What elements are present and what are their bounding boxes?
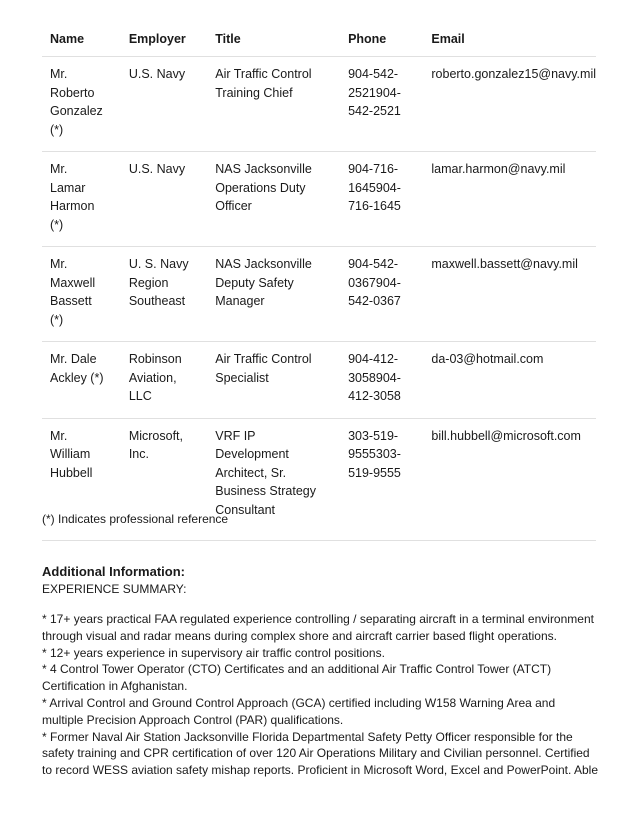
additional-info-heading: Additional Information: bbox=[42, 564, 185, 579]
cell-line: Lamar bbox=[50, 180, 86, 195]
cell-line: (*) bbox=[50, 122, 64, 137]
cell-phone bbox=[340, 342, 423, 419]
table-row bbox=[42, 342, 596, 419]
cell-line: Inc. bbox=[128, 447, 149, 461]
cell-line: 3058904- bbox=[348, 370, 401, 385]
cell-phone bbox=[340, 152, 423, 247]
cell-line: Bassett bbox=[50, 294, 92, 308]
cell-line: 1645904- bbox=[348, 180, 401, 195]
cell-line: Roberto bbox=[50, 85, 95, 100]
cell-phone bbox=[340, 247, 423, 342]
summary-line: * 4 Control Tower Operator (CTO) Certificates and an additional Air Traffic Control Tower (ATCT) bbox=[42, 662, 552, 677]
cell-line: Business Strategy bbox=[215, 484, 316, 498]
cell-line: 904-716- bbox=[348, 162, 399, 176]
cell-name bbox=[42, 342, 121, 419]
summary-line: Certification in Afghanistan. bbox=[42, 679, 188, 694]
cell-line: (*) bbox=[50, 217, 64, 232]
cell-line: VRF IP bbox=[215, 428, 256, 443]
table-header-row bbox=[42, 26, 596, 57]
summary-line: * 17+ years practical FAA regulated experience controlling / separating aircraft in a terminal environment bbox=[42, 612, 594, 626]
cell-line: 0367904- bbox=[348, 275, 401, 290]
cell-line: Operations Duty bbox=[215, 180, 306, 195]
cell-email: lamar.harmon@navy.mil bbox=[423, 152, 596, 247]
cell-line: Gonzalez bbox=[50, 104, 103, 118]
table-row bbox=[42, 247, 596, 342]
cell-line: (*) bbox=[50, 312, 64, 327]
cell-line: Manager bbox=[215, 294, 265, 308]
cell-line: Robinson bbox=[128, 352, 182, 366]
cell-title bbox=[207, 342, 340, 419]
cell-line: 9555303- bbox=[348, 447, 401, 461]
cell-line: 519-9555 bbox=[348, 465, 401, 480]
cell-line: Officer bbox=[215, 199, 252, 213]
summary-line: * Former Naval Air Station Jacksonville Florida Departmental Safety Petty Officer responsible for the bbox=[42, 729, 573, 744]
cell-line: Region bbox=[128, 275, 169, 290]
cell-employer bbox=[121, 152, 207, 247]
cell-line: U.S. Navy bbox=[128, 67, 186, 81]
header-email: Email bbox=[423, 26, 596, 57]
summary-line: through visual and radar means during complex shore and aircraft carrier based flight operations. bbox=[42, 628, 557, 643]
cell-title bbox=[207, 247, 340, 342]
cell-line: 716-1645 bbox=[348, 199, 401, 213]
cell-line: Air Traffic Control bbox=[215, 352, 312, 366]
cell-employer bbox=[121, 57, 207, 152]
cell-line: Mr. bbox=[50, 257, 68, 271]
cell-line: Deputy Safety bbox=[215, 275, 294, 290]
cell-line: Microsoft, bbox=[128, 428, 184, 443]
cell-line: Mr. bbox=[50, 67, 68, 81]
cell-line: Hubbell bbox=[50, 465, 93, 480]
cell-line: NAS Jacksonville bbox=[215, 257, 312, 271]
cell-line: Consultant bbox=[215, 502, 275, 517]
experience-summary bbox=[42, 611, 602, 779]
reference-note: (*) Indicates professional reference bbox=[42, 512, 596, 541]
summary-line: safety training and CPR certification of over 120 Air Operations Military and Civilian personnel. Certified bbox=[42, 746, 590, 761]
experience-summary-heading: EXPERIENCE SUMMARY: bbox=[42, 582, 187, 596]
cell-line: Southeast bbox=[128, 294, 186, 308]
header-phone: Phone bbox=[340, 26, 423, 57]
cell-name bbox=[42, 57, 121, 152]
cell-phone bbox=[340, 57, 423, 152]
cell-line: 2521904- bbox=[348, 85, 401, 100]
cell-email: da-03@hotmail.com bbox=[423, 342, 596, 419]
cell-line: Training Chief bbox=[215, 85, 293, 100]
cell-title bbox=[207, 57, 340, 152]
cell-line: LLC bbox=[128, 389, 152, 403]
cell-line: William bbox=[50, 447, 91, 461]
cell-line: U. S. Navy bbox=[128, 257, 189, 271]
references-table bbox=[42, 26, 596, 531]
cell-line: 904-542- bbox=[348, 67, 399, 81]
cell-line: Air Traffic Control bbox=[215, 67, 312, 81]
cell-employer bbox=[121, 247, 207, 342]
cell-name bbox=[42, 152, 121, 247]
summary-line: * Arrival Control and Ground Control Approach (GCA) certified including W158 Warning Area and bbox=[42, 695, 556, 710]
cell-line: Architect, Sr. bbox=[215, 465, 287, 480]
cell-email: bill.hubbell@microsoft.com bbox=[431, 428, 581, 443]
cell-line: Maxwell bbox=[50, 275, 96, 290]
cell-line: 542-2521 bbox=[348, 104, 401, 118]
cell-line: Mr. bbox=[50, 162, 68, 176]
table-row bbox=[42, 57, 596, 152]
cell-line: U.S. Navy bbox=[128, 162, 186, 176]
table-row bbox=[42, 152, 596, 247]
header-title: Title bbox=[207, 26, 340, 57]
cell-email: roberto.gonzalez15@navy.mil bbox=[423, 57, 596, 152]
cell-name bbox=[42, 247, 121, 342]
cell-line: 303-519- bbox=[348, 428, 399, 443]
cell-email: maxwell.bassett@navy.mil bbox=[423, 247, 596, 342]
cell-line: Specialist bbox=[215, 370, 269, 385]
cell-line: Harmon bbox=[50, 199, 95, 213]
header-name: Name bbox=[42, 26, 121, 57]
header-employer: Employer bbox=[121, 26, 207, 57]
cell-line: 904-412- bbox=[348, 352, 399, 366]
cell-title bbox=[207, 152, 340, 247]
cell-employer bbox=[121, 342, 207, 419]
cell-line: Ackley (*) bbox=[50, 370, 104, 385]
cell-line: Aviation, bbox=[128, 370, 177, 385]
summary-line: multiple Precision Approach Control (PAR) qualifications. bbox=[42, 712, 344, 727]
summary-line: * 12+ years experience in supervisory air traffic control positions. bbox=[42, 645, 385, 660]
cell-line: NAS Jacksonville bbox=[215, 162, 312, 176]
summary-line: to record WESS aviation safety mishap reports. Proficient in Microsoft Word, Excel and PowerPoint. Able bbox=[42, 763, 599, 778]
cell-line: 412-3058 bbox=[348, 389, 401, 403]
cell-line: 542-0367 bbox=[348, 294, 401, 308]
cell-line: Development bbox=[215, 447, 289, 461]
cell-line: Mr. Dale bbox=[50, 352, 97, 366]
cell-line: 904-542- bbox=[348, 257, 399, 271]
cell-line: Mr. bbox=[50, 428, 68, 443]
